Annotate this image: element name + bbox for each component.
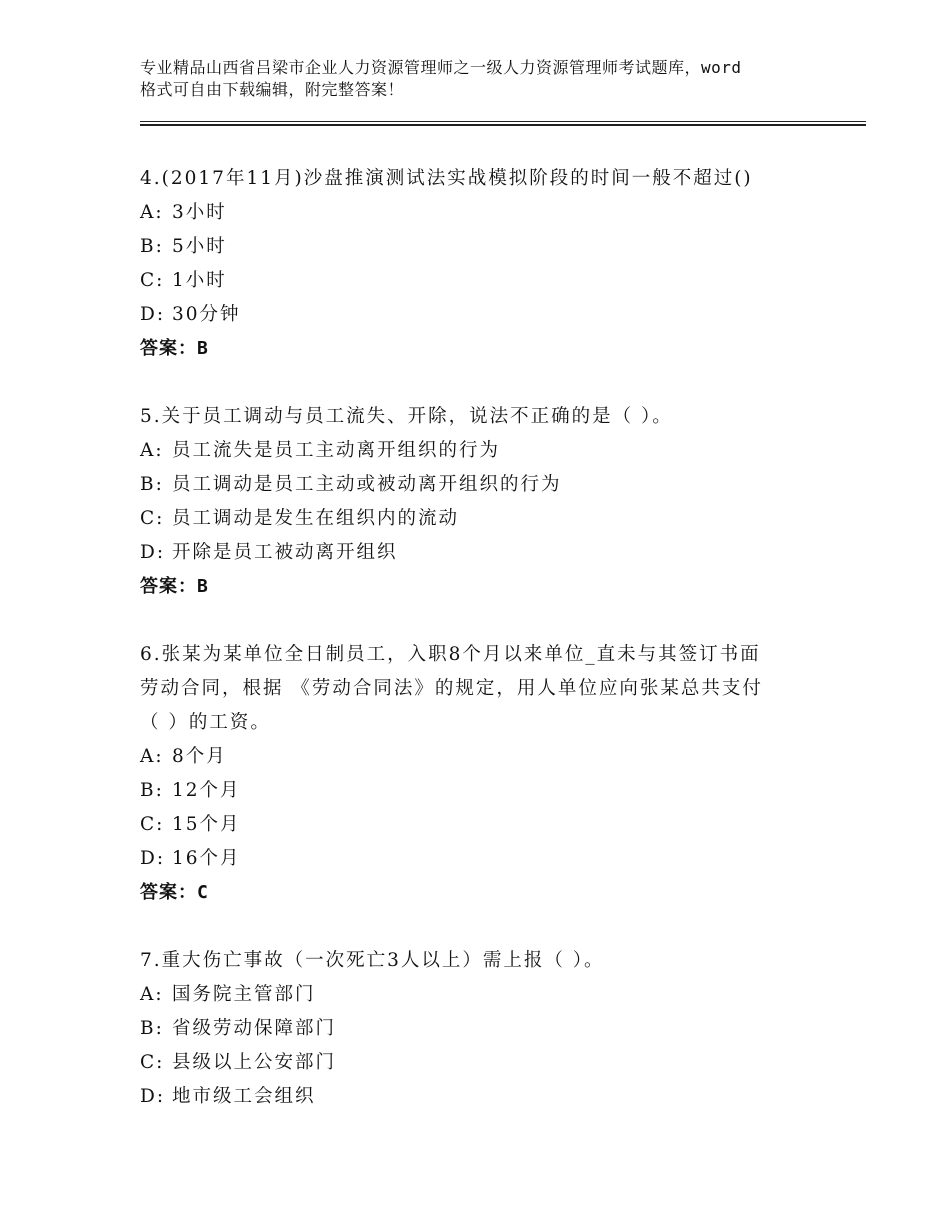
option-text: 国务院主管部门 bbox=[172, 984, 316, 1005]
question-5 bbox=[140, 400, 820, 604]
option-text: 8个月 bbox=[172, 746, 227, 767]
option-c bbox=[140, 502, 820, 536]
option-key: A: bbox=[140, 202, 164, 223]
option-d bbox=[140, 298, 820, 332]
option-a bbox=[140, 978, 820, 1012]
option-a bbox=[140, 196, 820, 230]
option-text: 12个月 bbox=[172, 780, 241, 801]
header-divider-thick bbox=[140, 124, 866, 126]
option-text: 15个月 bbox=[172, 814, 241, 835]
header-line-1: 专业精品山西省吕梁市企业人力资源管理师之一级人力资源管理师考试题库，word bbox=[140, 58, 742, 77]
option-text: 5小时 bbox=[172, 236, 227, 257]
option-text: 县级以上公安部门 bbox=[172, 1052, 337, 1073]
option-key: B: bbox=[140, 236, 164, 257]
option-text: 开除是员工被动离开组织 bbox=[172, 542, 398, 563]
option-text: 员工调动是员工主动或被动离开组织的行为 bbox=[172, 474, 562, 495]
option-text: 1小时 bbox=[172, 270, 227, 291]
question-text: 4.(2017年11月)沙盘推演测试法实战模拟阶段的时间一般不超过() bbox=[140, 168, 753, 189]
option-b bbox=[140, 774, 820, 808]
header-line-2: 格式可自由下载编辑，附完整答案！ bbox=[140, 80, 405, 99]
option-key: D: bbox=[140, 848, 166, 869]
option-key: A: bbox=[140, 746, 164, 767]
option-text: 员工流失是员工主动离开组织的行为 bbox=[172, 440, 501, 461]
option-text: 员工调动是发生在组织内的流动 bbox=[172, 508, 460, 529]
question-4 bbox=[140, 162, 820, 366]
answer-label: 答案：B bbox=[140, 338, 209, 359]
option-key: C: bbox=[140, 508, 165, 529]
option-key: D: bbox=[140, 542, 166, 563]
question-text: 6.张某为某单位全日制员工，入职8个月以来单位_直未与其签订书面 bbox=[140, 644, 761, 665]
option-key: D: bbox=[140, 304, 166, 325]
option-key: A: bbox=[140, 984, 164, 1005]
option-b bbox=[140, 1012, 820, 1046]
option-d bbox=[140, 842, 820, 876]
option-text: 省级劳动保障部门 bbox=[172, 1018, 337, 1039]
question-6 bbox=[140, 638, 820, 910]
question-text: 劳动合同，根据 《劳动合同法》的规定，用人单位应向张某总共支付 bbox=[140, 678, 763, 699]
option-key: B: bbox=[140, 780, 164, 801]
question-list bbox=[140, 162, 820, 1148]
question-7 bbox=[140, 944, 820, 1114]
option-b bbox=[140, 230, 820, 264]
option-key: C: bbox=[140, 270, 165, 291]
option-c bbox=[140, 264, 820, 298]
option-text: 16个月 bbox=[172, 848, 241, 869]
option-text: 30分钟 bbox=[172, 304, 241, 325]
document-header bbox=[140, 57, 840, 101]
option-c bbox=[140, 1046, 820, 1080]
option-key: C: bbox=[140, 1052, 165, 1073]
option-c bbox=[140, 808, 820, 842]
question-text: 7.重大伤亡事故（一次死亡3人以上）需上报（ ）。 bbox=[140, 950, 605, 971]
option-text: 地市级工会组织 bbox=[172, 1086, 316, 1107]
option-key: C: bbox=[140, 814, 165, 835]
option-a bbox=[140, 434, 820, 468]
option-d bbox=[140, 1080, 820, 1114]
option-key: B: bbox=[140, 474, 164, 495]
question-text: 5.关于员工调动与员工流失、开除，说法不正确的是（ ）。 bbox=[140, 406, 673, 427]
option-d bbox=[140, 536, 820, 570]
option-text: 3小时 bbox=[172, 202, 227, 223]
option-key: D: bbox=[140, 1086, 166, 1107]
option-key: B: bbox=[140, 1018, 164, 1039]
answer-label: 答案：B bbox=[140, 576, 209, 597]
answer-label: 答案：C bbox=[140, 882, 209, 903]
question-text: （ ）的工资。 bbox=[140, 712, 271, 733]
option-b bbox=[140, 468, 820, 502]
option-a bbox=[140, 740, 820, 774]
option-key: A: bbox=[140, 440, 164, 461]
header-divider-thin bbox=[140, 121, 866, 122]
